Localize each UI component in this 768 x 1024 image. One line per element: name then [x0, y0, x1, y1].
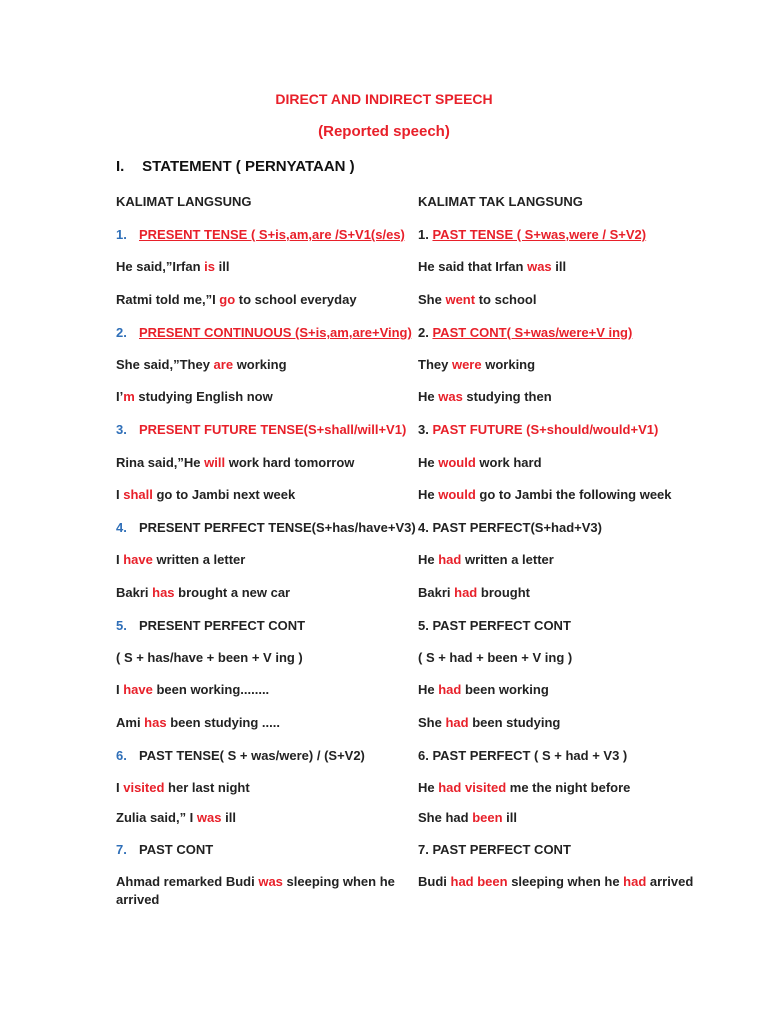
sentence-text: me the night before	[506, 780, 631, 795]
sentence-text: go to Jambi the following week	[475, 487, 672, 502]
sentence-text: brought	[477, 585, 530, 600]
sentence-text: He said that Irfan	[418, 259, 528, 274]
highlighted-verb: has	[152, 585, 175, 600]
direct-speech-19	[116, 810, 236, 825]
highlighted-verb: would	[438, 455, 476, 470]
section-number: I.	[116, 158, 125, 175]
highlighted-verb: go	[219, 292, 236, 307]
indirect-speech-15	[418, 682, 549, 697]
highlighted-verb: PAST FUTURE (S+should/would+V1)	[432, 422, 659, 437]
sentence-text: 6. PAST PERFECT ( S + had + V3 )	[418, 748, 628, 763]
sentence-text: to school everyday	[235, 292, 357, 307]
sentence-text: She had	[418, 810, 473, 825]
sentence-text: written a letter	[152, 552, 246, 567]
direct-speech-1	[116, 227, 405, 242]
direct-speech-18	[116, 780, 250, 795]
direct-speech-10	[116, 520, 416, 535]
highlighted-verb: PRESENT FUTURE TENSE(S+shall/will+V1)	[139, 422, 407, 437]
sentence-text: ( S + had + been + V ing )	[418, 650, 573, 665]
sentence-text: He	[418, 552, 439, 567]
tense-heading: PRESENT CONTINUOUS (S+is,am,are+Ving)	[139, 325, 412, 340]
highlighted-verb: was	[258, 874, 283, 889]
direct-speech-9	[116, 487, 295, 502]
direct-speech-20	[116, 842, 213, 857]
sentence-text: PAST CONT	[139, 842, 214, 857]
sentence-text: 7. PAST PERFECT CONT	[418, 842, 571, 857]
sentence-text: Ami	[116, 715, 145, 730]
sentence-text: He	[418, 455, 439, 470]
sentence-text: She	[418, 292, 446, 307]
sentence-text: Rina said,”He	[116, 455, 205, 470]
sentence-text: been working	[461, 682, 549, 697]
highlighted-verb: is	[204, 259, 215, 274]
direct-speech-3	[116, 292, 357, 307]
direct-speech-14	[116, 650, 303, 665]
highlighted-verb: had	[438, 552, 462, 567]
direct-speech-5	[116, 357, 287, 372]
sentence-text: ill	[551, 259, 567, 274]
highlighted-verb: had	[438, 682, 462, 697]
indirect-speech-6	[418, 389, 552, 404]
sentence-text: 1.	[418, 227, 433, 242]
highlighted-verb: had	[445, 715, 469, 730]
section-heading	[116, 158, 355, 175]
sentence-text: written a letter	[461, 552, 554, 567]
indirect-speech-4	[418, 325, 632, 340]
sentence-text: I	[116, 682, 124, 697]
indirect-speech-7	[418, 422, 658, 437]
indirect-speech-21	[418, 873, 708, 891]
direct-speech-8	[116, 455, 354, 470]
sentence-text: studying then	[462, 389, 552, 404]
sentence-text: arrived	[646, 874, 694, 889]
sentence-text: He	[418, 389, 439, 404]
item-number: 3.	[116, 422, 127, 437]
indirect-speech-1	[418, 227, 646, 242]
highlighted-verb: visited	[123, 780, 165, 795]
indirect-speech-9	[418, 487, 672, 502]
highlighted-verb: have	[123, 682, 153, 697]
tense-heading: PAST TENSE ( S+was,were / S+V2)	[432, 227, 647, 242]
sentence-text: I	[116, 552, 124, 567]
highlighted-verb: had been	[450, 874, 508, 889]
section-label: STATEMENT ( PERNYATAAN )	[142, 158, 355, 175]
sentence-text: I’	[116, 389, 124, 404]
sentence-text: PRESENT PERFECT TENSE(S+has/have+V3)	[139, 520, 416, 535]
sentence-text: Ratmi told me,”I	[116, 292, 220, 307]
direct-speech-17	[116, 748, 365, 763]
direct-speech-7	[116, 422, 406, 437]
indirect-speech-5	[418, 357, 535, 372]
highlighted-verb: was	[527, 259, 552, 274]
highlighted-verb: will	[204, 455, 226, 470]
sentence-text: He	[418, 780, 439, 795]
sentence-text: ill	[502, 810, 517, 825]
sentence-text: She	[418, 715, 446, 730]
sentence-text: Budi	[418, 874, 451, 889]
indirect-speech-8	[418, 455, 542, 470]
sentence-text: He	[418, 487, 439, 502]
indirect-speech-3	[418, 292, 536, 307]
indirect-speech-20	[418, 842, 571, 857]
highlighted-verb: had	[623, 874, 647, 889]
sentence-text: her last night	[164, 780, 250, 795]
highlighted-verb: are	[213, 357, 234, 372]
sentence-text: been studying	[468, 715, 561, 730]
direct-speech-21	[116, 873, 406, 909]
highlighted-verb: been	[472, 810, 503, 825]
sentence-text: sleeping when he	[507, 874, 624, 889]
highlighted-verb: has	[144, 715, 167, 730]
indirect-speech-11	[418, 552, 554, 567]
direct-speech-15	[116, 682, 269, 697]
item-number: 6.	[116, 748, 127, 763]
sentence-text: working	[481, 357, 536, 372]
sentence-text: Bakri	[116, 585, 153, 600]
sentence-text: working	[233, 357, 287, 372]
sentence-text: to school	[475, 292, 537, 307]
sentence-text: 2.	[418, 325, 433, 340]
highlighted-verb: would	[438, 487, 476, 502]
sentence-text: go to Jambi next week	[152, 487, 296, 502]
sentence-text: He	[418, 682, 439, 697]
document-subtitle: (Reported speech)	[318, 123, 450, 140]
sentence-text: work hard tomorrow	[225, 455, 355, 470]
sentence-text: PAST TENSE( S + was/were) / (S+V2)	[139, 748, 365, 763]
item-number: 2.	[116, 325, 127, 340]
highlighted-verb: m	[123, 389, 135, 404]
column-header-right: KALIMAT TAK LANGSUNG	[418, 194, 583, 209]
sentence-text: Zulia said,” I	[116, 810, 197, 825]
sentence-text: ill	[214, 259, 230, 274]
sentence-text: been working........	[152, 682, 270, 697]
direct-speech-13	[116, 618, 305, 633]
item-number: 1.	[116, 227, 127, 242]
sentence-text: ( S + has/have + been + V ing )	[116, 650, 303, 665]
sentence-text: brought a new car	[174, 585, 291, 600]
direct-speech-6	[116, 389, 273, 404]
highlighted-verb: was	[196, 810, 222, 825]
direct-speech-11	[116, 552, 245, 567]
sentence-text: 4. PAST PERFECT(S+had+V3)	[418, 520, 602, 535]
indirect-speech-2	[418, 259, 566, 274]
tense-heading: PAST CONT( S+was/were+V ing)	[432, 325, 633, 340]
highlighted-verb: have	[123, 552, 153, 567]
highlighted-verb: were	[451, 357, 482, 372]
sentence-text: been studying .....	[166, 715, 280, 730]
direct-speech-12	[116, 585, 290, 600]
sentence-text: Ahmad remarked Budi	[116, 874, 259, 889]
indirect-speech-12	[418, 585, 530, 600]
item-number: 4.	[116, 520, 127, 535]
sentence-text: She said,”They	[116, 357, 214, 372]
sentence-text: ill	[221, 810, 236, 825]
indirect-speech-16	[418, 715, 560, 730]
sentence-text: 3.	[418, 422, 433, 437]
tense-heading: PRESENT TENSE ( S+is,am,are /S+V1(s/es)	[139, 227, 405, 242]
indirect-speech-10	[418, 520, 602, 535]
indirect-speech-19	[418, 810, 517, 825]
indirect-speech-13	[418, 618, 571, 633]
item-number: 7.	[116, 842, 127, 857]
highlighted-verb: was	[438, 389, 463, 404]
column-header-left: KALIMAT LANGSUNG	[116, 194, 252, 209]
sentence-text: I	[116, 780, 124, 795]
item-number: 5.	[116, 618, 127, 633]
document-title: DIRECT AND INDIRECT SPEECH	[275, 91, 493, 107]
highlighted-verb: went	[445, 292, 476, 307]
direct-speech-2	[116, 259, 229, 274]
sentence-text: sleeping when he arrived	[116, 874, 395, 907]
sentence-text: I	[116, 487, 124, 502]
indirect-speech-14	[418, 650, 572, 665]
direct-speech-4	[116, 325, 412, 340]
sentence-text: work hard	[475, 455, 542, 470]
indirect-speech-17	[418, 748, 627, 763]
sentence-text: 5. PAST PERFECT CONT	[418, 618, 571, 633]
indirect-speech-18	[418, 780, 630, 795]
highlighted-verb: had	[454, 585, 478, 600]
sentence-text: studying English now	[134, 389, 273, 404]
direct-speech-16	[116, 715, 280, 730]
sentence-text: They	[418, 357, 452, 372]
sentence-text: He said,”Irfan	[116, 259, 205, 274]
sentence-text: PRESENT PERFECT CONT	[139, 618, 306, 633]
sentence-text: Bakri	[418, 585, 455, 600]
highlighted-verb: shall	[123, 487, 153, 502]
highlighted-verb: had visited	[438, 780, 507, 795]
